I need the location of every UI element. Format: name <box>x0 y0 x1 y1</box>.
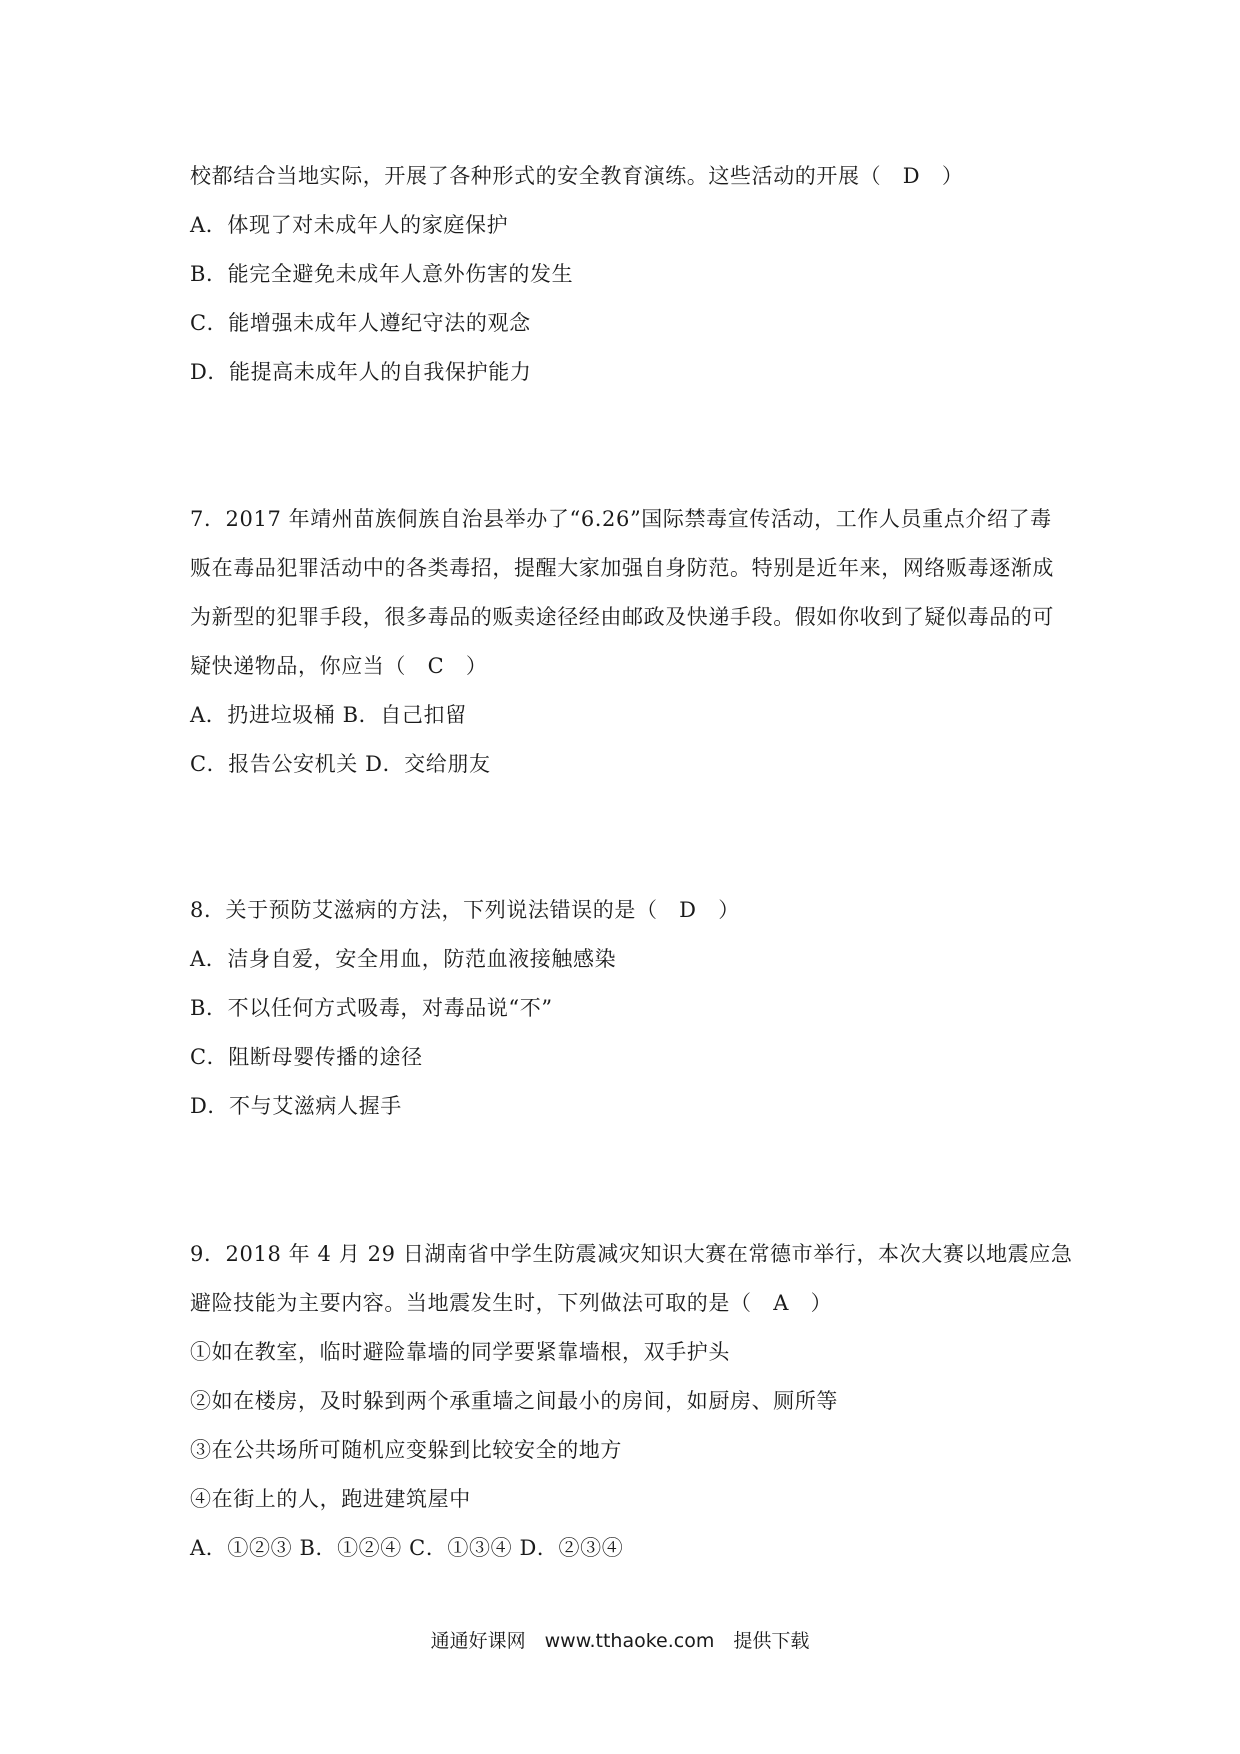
q8-option-d: D．不与艾滋病人握手 <box>190 1094 402 1118</box>
q8-stem: 8．关于预防艾滋病的方法，下列说法错误的是（ D ） <box>190 898 740 922</box>
q7-options-cd: C．报告公安机关 D．交给朋友 <box>190 752 491 776</box>
page-footer: 通通好课网 www.tthaoke.com 提供下载 <box>430 1630 810 1652</box>
q9-statement-4: ④在街上的人，跑进建筑屋中 <box>190 1487 471 1511</box>
q9-options: A．①②③ B．①②④ C．①③④ D．②③④ <box>190 1536 624 1560</box>
q6-option-c: C．能增强未成年人遵纪守法的观念 <box>190 311 531 335</box>
q8-option-b: B．不以任何方式吸毒，对毒品说“不” <box>190 996 553 1020</box>
q9-statement-3: ③在公共场所可随机应变躲到比较安全的地方 <box>190 1438 622 1462</box>
q7-stem-line-1: 7．2017 年靖州苗族侗族自治县举办了“6.26”国际禁毒宣传活动，工作人员重点介绍了毒 <box>190 507 1052 531</box>
q8-option-a: A．洁身自爱，安全用血，防范血液接触感染 <box>190 947 617 971</box>
q6-option-b: B．能完全避免未成年人意外伤害的发生 <box>190 262 574 286</box>
q8-option-c: C．阻断母婴传播的途径 <box>190 1045 423 1069</box>
q9-statement-2: ②如在楼房，及时躲到两个承重墙之间最小的房间，如厨房、厕所等 <box>190 1389 838 1413</box>
q6-option-a: A．体现了对未成年人的家庭保护 <box>190 213 509 237</box>
q9-stem-line-2: 避险技能为主要内容。当地震发生时，下列做法可取的是（ A ） <box>190 1291 833 1315</box>
q7-stem-line-3: 为新型的犯罪手段，很多毒品的贩卖途径经由邮政及快递手段。假如你收到了疑似毒品的可 <box>190 605 1054 629</box>
q7-options-ab: A．扔进垃圾桶 B．自己扣留 <box>190 703 467 727</box>
q6-option-d: D．能提高未成年人的自我保护能力 <box>190 360 532 384</box>
q9-stem-line-1: 9．2018 年 4 月 29 日湖南省中学生防震减灾知识大赛在常德市举行，本次大赛以地震应急 <box>190 1242 1073 1266</box>
q6-stem: 校都结合当地实际，开展了各种形式的安全教育演练。这些活动的开展（ D ） <box>190 164 964 188</box>
q7-stem-line-2: 贩在毒品犯罪活动中的各类毒招，提醒大家加强自身防范。特别是近年来，网络贩毒逐渐成 <box>190 556 1054 580</box>
q9-statement-1: ①如在教室，临时避险靠墙的同学要紧靠墙根，双手护头 <box>190 1340 730 1364</box>
q7-stem-line-4: 疑快递物品，你应当（ C ） <box>190 654 488 678</box>
